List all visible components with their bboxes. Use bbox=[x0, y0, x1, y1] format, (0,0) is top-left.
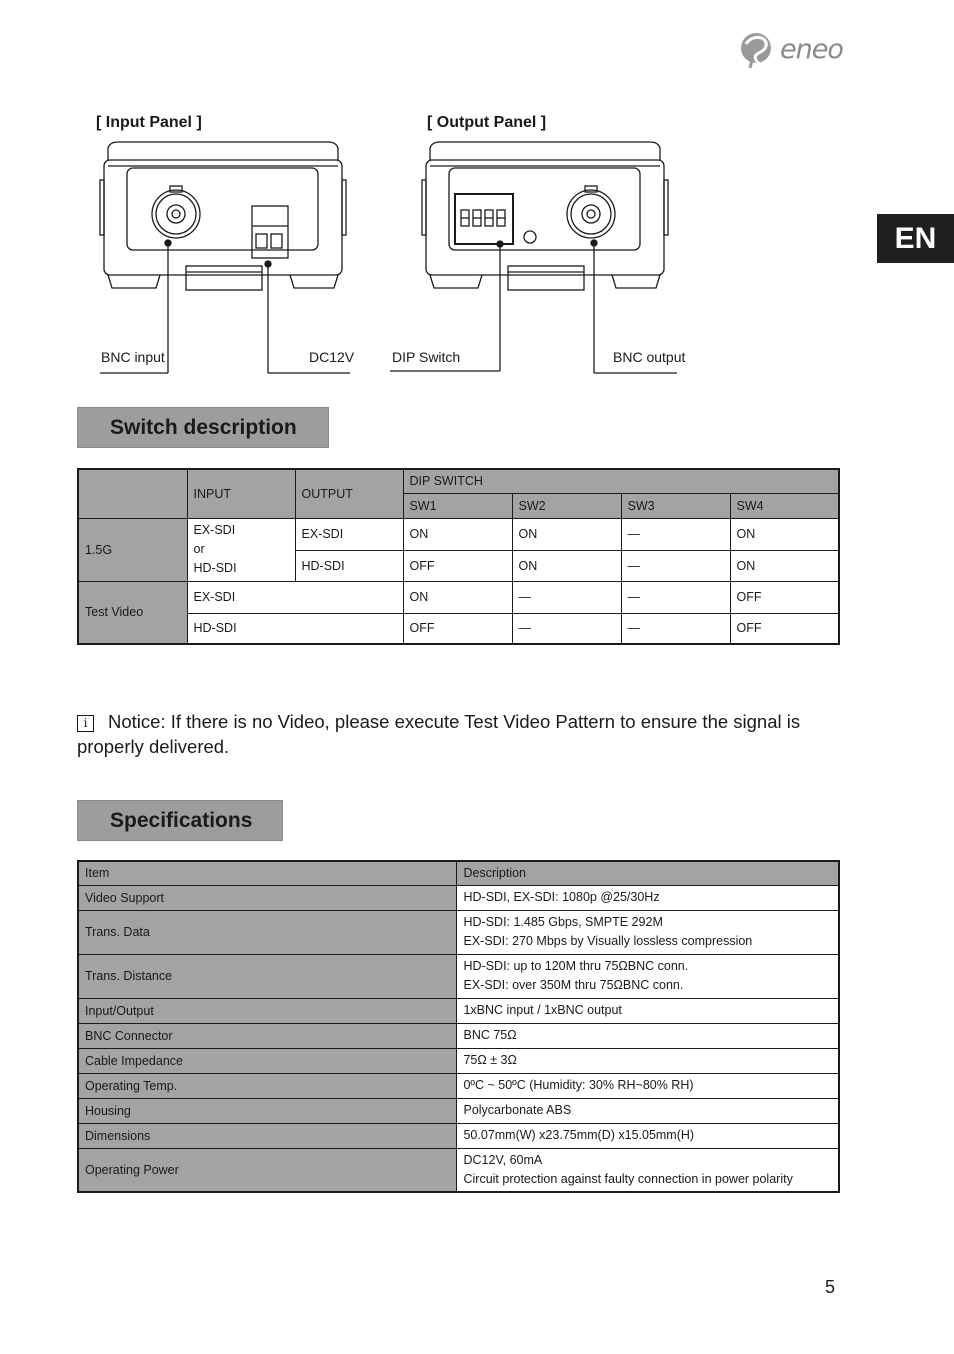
spec-description-line: HD-SDI: up to 120M thru 75ΩBNC conn. bbox=[463, 959, 689, 973]
spec-description-line: Circuit protection against faulty connection in power polarity bbox=[463, 1171, 793, 1186]
header-sw2: SW2 bbox=[512, 493, 621, 518]
notice-paragraph bbox=[77, 709, 857, 759]
spec-item: BNC Connector bbox=[78, 1023, 457, 1048]
output-panel-title: [ Output Panel ] bbox=[427, 114, 547, 131]
dc12v-label: DC12V bbox=[309, 349, 355, 365]
switch-description-table bbox=[77, 468, 840, 645]
eneo-swirl-icon bbox=[738, 30, 778, 70]
spec-description bbox=[457, 1023, 839, 1048]
header-sw3: SW3 bbox=[621, 493, 730, 518]
eneo-logo bbox=[738, 30, 848, 70]
table-row bbox=[78, 1073, 839, 1098]
dip-switch-label: DIP Switch bbox=[392, 349, 461, 365]
table-row bbox=[78, 998, 839, 1023]
header-dip-switch: DIP SWITCH bbox=[403, 469, 839, 493]
input-ex-sdi: EX-SDI bbox=[193, 523, 236, 537]
table-row bbox=[78, 1098, 839, 1123]
table-row bbox=[78, 910, 839, 954]
spec-description bbox=[457, 998, 839, 1023]
spec-item: Video Support bbox=[78, 885, 457, 910]
mode-1-5g: 1.5G bbox=[78, 518, 187, 581]
spec-description-line: Polycarbonate ABS bbox=[463, 1103, 572, 1117]
bnc-output-label: BNC output bbox=[613, 349, 686, 365]
spec-item: Trans. Data bbox=[78, 910, 457, 954]
table-row bbox=[78, 1048, 839, 1073]
spec-description bbox=[457, 1048, 839, 1073]
spec-item: Operating Temp. bbox=[78, 1073, 457, 1098]
spec-description bbox=[457, 1073, 839, 1098]
spec-description bbox=[457, 1148, 839, 1192]
table-row bbox=[78, 885, 839, 910]
input-hd-sdi: HD-SDI bbox=[193, 561, 237, 575]
info-icon: i bbox=[77, 715, 94, 732]
spec-description-line: 0ºC ~ 50ºC (Humidity: 30% RH~80% RH) bbox=[463, 1078, 694, 1092]
spec-item: Trans. Distance bbox=[78, 954, 457, 998]
signal-cell: EX-SDI bbox=[187, 581, 403, 613]
table-row bbox=[78, 1023, 839, 1048]
spec-description bbox=[457, 1123, 839, 1148]
table-row bbox=[78, 518, 839, 550]
sw1-cell: ON bbox=[403, 518, 512, 550]
spec-item: Housing bbox=[78, 1098, 457, 1123]
sw2-cell: — bbox=[512, 613, 621, 644]
spec-description-line: EX-SDI: 270 Mbps by Visually lossless compression bbox=[463, 934, 753, 948]
header-item: Item bbox=[78, 861, 457, 885]
sw1-cell: ON bbox=[403, 581, 512, 613]
bnc-input-label: BNC input bbox=[101, 349, 165, 365]
table-row bbox=[78, 1123, 839, 1148]
sw1-cell: OFF bbox=[403, 613, 512, 644]
sw4-cell: ON bbox=[730, 550, 839, 581]
header-output: OUTPUT bbox=[295, 469, 403, 518]
input-panel-title: [ Input Panel ] bbox=[96, 114, 202, 131]
sw3-cell: — bbox=[621, 613, 730, 644]
sw3-cell: — bbox=[621, 518, 730, 550]
sw4-cell: OFF bbox=[730, 613, 839, 644]
spec-description-line: DC12V, 60mA bbox=[463, 1152, 543, 1167]
table-row bbox=[78, 613, 839, 644]
input-panel-drawing bbox=[100, 142, 350, 373]
spec-description-line: 1xBNC input / 1xBNC output bbox=[463, 1003, 622, 1017]
specifications-table bbox=[77, 860, 840, 1193]
header-empty-cell bbox=[78, 469, 187, 518]
sw3-cell: — bbox=[621, 581, 730, 613]
header-input: INPUT bbox=[187, 469, 295, 518]
header-description: Description bbox=[457, 861, 839, 885]
table-row bbox=[78, 581, 839, 613]
output-cell: HD-SDI bbox=[295, 550, 403, 581]
sw2-cell: ON bbox=[512, 518, 621, 550]
spec-description bbox=[457, 1098, 839, 1123]
spec-item: Cable Impedance bbox=[78, 1048, 457, 1073]
sw4-cell: ON bbox=[730, 518, 839, 550]
spec-description-line: EX-SDI: over 350M thru 75ΩBNC conn. bbox=[463, 978, 684, 992]
mode-test-video: Test Video bbox=[78, 581, 187, 644]
spec-description-line: HD-SDI: 1.485 Gbps, SMPTE 292M bbox=[463, 915, 663, 929]
spec-description-line: HD-SDI, EX-SDI: 1080p @25/30Hz bbox=[463, 890, 660, 904]
language-tab: EN bbox=[877, 214, 954, 263]
spec-item: Operating Power bbox=[78, 1148, 457, 1192]
table-header-row bbox=[78, 861, 839, 885]
sw4-cell: OFF bbox=[730, 581, 839, 613]
page-number: 5 bbox=[825, 1277, 836, 1297]
sw2-cell: ON bbox=[512, 550, 621, 581]
specifications-heading: Specifications bbox=[77, 800, 283, 841]
signal-cell: HD-SDI bbox=[187, 613, 403, 644]
spec-description bbox=[457, 885, 839, 910]
brand-wordmark: eneo bbox=[780, 34, 843, 65]
sw3-cell: — bbox=[621, 550, 730, 581]
input-1-5g bbox=[187, 518, 295, 581]
table-row bbox=[78, 954, 839, 998]
output-cell: EX-SDI bbox=[295, 518, 403, 550]
spec-description bbox=[457, 954, 839, 998]
spec-item: Dimensions bbox=[78, 1123, 457, 1148]
header-sw4: SW4 bbox=[730, 493, 839, 518]
spec-description-line: 75Ω ± 3Ω bbox=[463, 1053, 517, 1067]
header-sw1: SW1 bbox=[403, 493, 512, 518]
notice-text: Notice: If there is no Video, please execute Test Video Pattern to ensure the signal is properly delivered. bbox=[77, 711, 801, 757]
table-header-row bbox=[78, 469, 839, 493]
input-or: or bbox=[193, 542, 205, 556]
table-row bbox=[78, 1148, 839, 1192]
sw1-cell: OFF bbox=[403, 550, 512, 581]
switch-description-heading: Switch description bbox=[77, 407, 329, 448]
spec-description-line: 50.07mm(W) x23.75mm(D) x15.05mm(H) bbox=[463, 1128, 695, 1142]
sw2-cell: — bbox=[512, 581, 621, 613]
spec-description-line: BNC 75Ω bbox=[463, 1028, 517, 1042]
spec-description bbox=[457, 910, 839, 954]
output-panel-drawing bbox=[390, 142, 677, 373]
spec-item: Input/Output bbox=[78, 998, 457, 1023]
